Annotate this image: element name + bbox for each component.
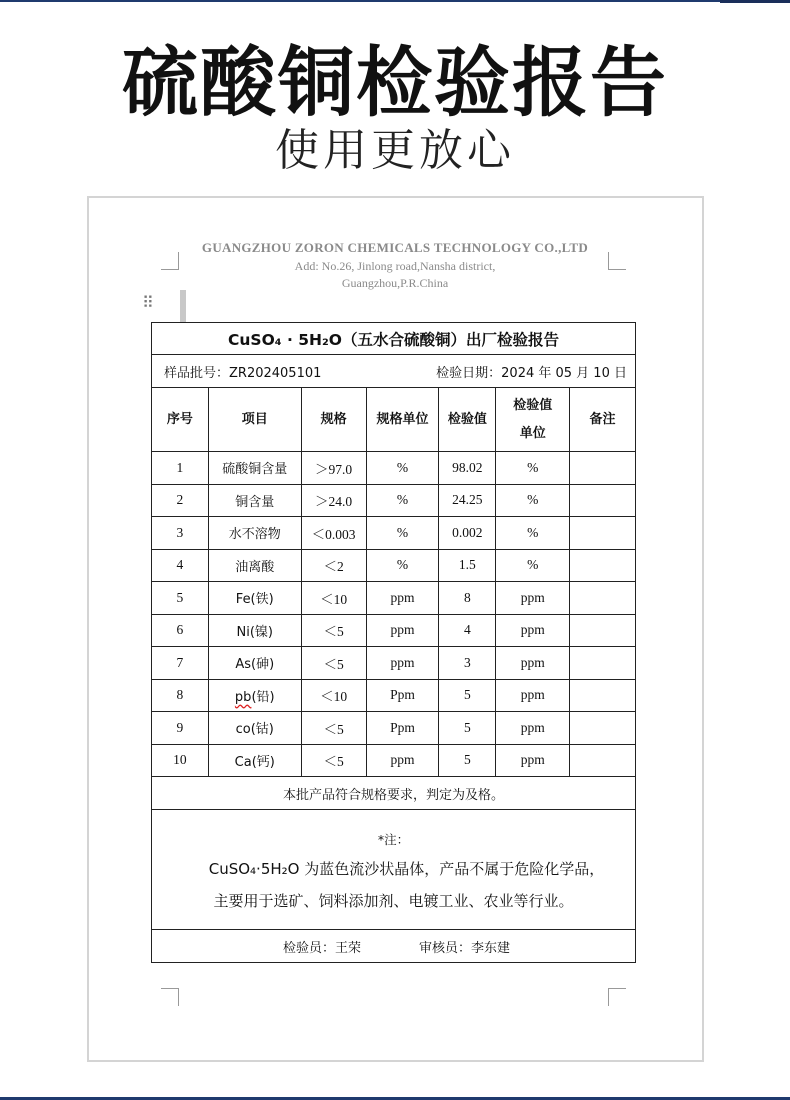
top-accent-corner (720, 0, 790, 3)
note-line: CuSO₄·5H₂O 为蓝色流沙状晶体，产品不属于危险化学品， (208, 859, 605, 878)
signature-row (152, 930, 636, 963)
cell-item: As(砷) (208, 647, 301, 680)
report-title: CuSO₄ · 5H₂O（五水合硫酸铜）出厂检验报告 (152, 323, 636, 355)
cell-item: 铜含量 (208, 484, 301, 517)
cell-spec-unit: % (366, 452, 439, 485)
cell-item: 水不溶物 (208, 517, 301, 550)
cell-spec: ＜0.003 (301, 517, 366, 550)
address-line: Guangzhou,P.R.China (341, 276, 449, 290)
cell-remark (570, 452, 636, 485)
text-cursor-bar (180, 290, 186, 322)
cell-remark (570, 712, 636, 745)
page-title: 硫酸铜检验报告 (122, 38, 668, 127)
cell-remark (570, 582, 636, 615)
column-header-value-unit-line: 检验值 (513, 397, 553, 413)
cell-spec-unit: ppm (366, 582, 439, 615)
cell-spec-unit: ppm (366, 647, 439, 680)
cell-value: 5 (439, 744, 496, 777)
cell-value: 1.5 (439, 549, 496, 582)
cell-no: 2 (152, 484, 209, 517)
table-row (152, 452, 636, 485)
cell-remark (570, 647, 636, 680)
column-header-spec: 规格 (301, 388, 366, 452)
cell-spec: ＜5 (301, 712, 366, 745)
cell-item: 油离酸 (208, 549, 301, 582)
note-label: *注： (377, 831, 410, 847)
table-row (152, 614, 636, 647)
column-header-item: 项目 (208, 388, 301, 452)
cell-value-unit: % (496, 549, 570, 582)
cell-no: 1 (152, 452, 209, 485)
page-corner-mark (161, 988, 179, 1006)
conclusion-text: 本批产品符合规格要求，判定为及格。 (152, 777, 636, 810)
page-corner-mark (608, 988, 626, 1006)
cell-no: 9 (152, 712, 209, 745)
letterhead-company: GUANGZHOU ZORON CHEMICALS TECHNOLOGY CO.,LTD (201, 240, 589, 255)
table-row (152, 647, 636, 680)
cell-value: 3 (439, 647, 496, 680)
table-row (152, 582, 636, 615)
cell-remark (570, 614, 636, 647)
cell-remark (570, 517, 636, 550)
cell-value: 24.25 (439, 484, 496, 517)
report-meta-row (152, 355, 636, 388)
cell-item: Ca(钙) (208, 744, 301, 777)
cell-spec-unit: ppm (366, 614, 439, 647)
cell-spec: ＞24.0 (301, 484, 366, 517)
cell-item: co(钴) (208, 712, 301, 745)
cell-no: 6 (152, 614, 209, 647)
cell-spec: ＜5 (301, 647, 366, 680)
cell-remark (570, 679, 636, 712)
cell-value: 5 (439, 712, 496, 745)
table-row (152, 484, 636, 517)
cell-no: 3 (152, 517, 209, 550)
table-row (152, 549, 636, 582)
cell-item: Ni(镍) (208, 614, 301, 647)
cell-value: 5 (439, 679, 496, 712)
cell-spec: ＜10 (301, 582, 366, 615)
cell-value-unit: % (496, 452, 570, 485)
cell-value-unit: ppm (496, 647, 570, 680)
column-header-remark: 备注 (570, 388, 636, 452)
column-header-no: 序号 (152, 388, 209, 452)
cell-spec: ＞97.0 (301, 452, 366, 485)
cell-item: 硫酸铜含量 (208, 452, 301, 485)
cell-remark (570, 484, 636, 517)
table-row (152, 712, 636, 745)
cell-value-unit: ppm (496, 712, 570, 745)
cell-no: 8 (152, 679, 209, 712)
cell-item: pb(铅) (208, 679, 301, 712)
cell-value-unit: % (496, 517, 570, 550)
table-body (152, 452, 636, 777)
cell-no: 4 (152, 549, 209, 582)
column-header-value-unit (496, 388, 570, 452)
reviewer-name: 审核员：李东建 (419, 940, 511, 956)
table-row (152, 744, 636, 777)
cell-spec: ＜5 (301, 744, 366, 777)
cell-spec-unit: % (366, 484, 439, 517)
cell-remark (570, 744, 636, 777)
inspection-table (151, 322, 636, 963)
cell-spec-unit: % (366, 517, 439, 550)
cell-no: 7 (152, 647, 209, 680)
cell-remark (570, 549, 636, 582)
cell-no: 5 (152, 582, 209, 615)
cell-value: 0.002 (439, 517, 496, 550)
cell-spec: ＜10 (301, 679, 366, 712)
cell-item: Fe(铁) (208, 582, 301, 615)
letterhead-address (100, 258, 690, 292)
cell-spec: ＜5 (301, 614, 366, 647)
top-accent-rule (0, 0, 790, 2)
cell-value-unit: ppm (496, 744, 570, 777)
cell-spec: ＜2 (301, 549, 366, 582)
cell-value-unit: ppm (496, 614, 570, 647)
address-line: Add: No.26, Jinlong road,Nansha district, (294, 259, 496, 273)
cell-value: 8 (439, 582, 496, 615)
spellcheck-mark: pb (234, 689, 252, 705)
cell-value-unit: % (496, 484, 570, 517)
column-header-value: 检验值 (439, 388, 496, 452)
table-row (152, 517, 636, 550)
inspector-name: 检验员：王荣 (282, 940, 361, 956)
cell-value-unit: ppm (496, 679, 570, 712)
cell-value: 4 (439, 614, 496, 647)
column-header-spec-unit: 规格单位 (366, 388, 439, 452)
cell-value-unit: ppm (496, 582, 570, 615)
cell-spec-unit: Ppm (366, 712, 439, 745)
page-subtitle: 使用更放心 (275, 125, 515, 176)
note-body (158, 853, 629, 917)
cell-value: 98.02 (439, 452, 496, 485)
cell-spec-unit: Ppm (366, 679, 439, 712)
batch-number: 样品批号：ZR202405101 (164, 365, 322, 381)
table-header-row (152, 388, 636, 452)
note-cell (152, 810, 636, 930)
table-row (152, 679, 636, 712)
cell-no: 10 (152, 744, 209, 777)
cell-spec-unit: % (366, 549, 439, 582)
note-line: 主要用于选矿、饲料添加剂、电镀工业、农业等行业。 (213, 891, 574, 910)
drag-handle-icon[interactable]: ⠿ (142, 293, 153, 312)
inspection-date: 检验日期：2024 年 05 月 10 日 (436, 365, 627, 381)
column-header-value-unit-line: 单位 (519, 425, 546, 441)
cell-spec-unit: ppm (366, 744, 439, 777)
